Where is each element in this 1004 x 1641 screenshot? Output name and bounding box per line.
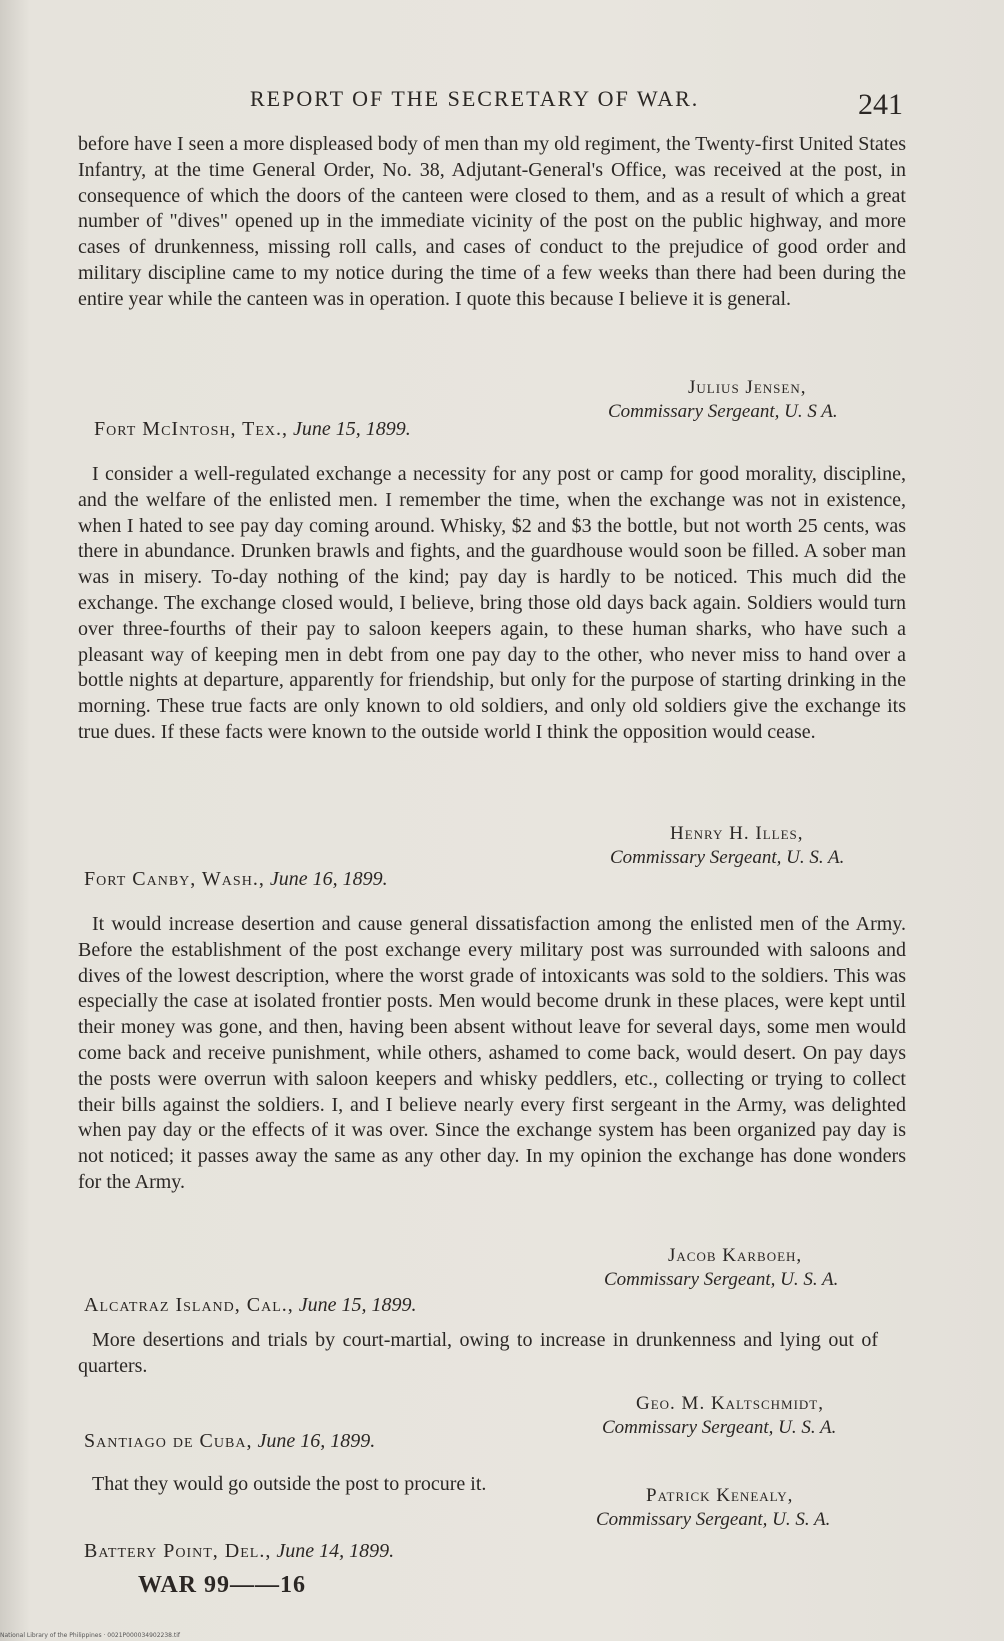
dateline-date: June 15, 1899. <box>298 1294 417 1316</box>
signer-name: Patrick Kenealy, <box>646 1485 794 1506</box>
dateline <box>84 1430 375 1453</box>
letter-body <box>78 132 906 313</box>
letter-paragraph: I consider a well-regulated exchange a necessity for any post or camp for good morality, discipline, and the welfare of the enlisted men. I remember the time, when the exchange was not in existence, when I hated to see pay day coming around. Whisky, $2 and $3 the bottle, but not worth 25 cents, was there in abundance. Drunken brawls and fights, and the guardhouse would soon be filled. A sober man was in misery. To-day nothing of the kind; pay day is hardly to be noticed. This much did the exchange. The exchange closed would, I believe, bring those old days back again. Soldiers would turn over three-fourths of their pay to saloon keepers again, to these human sharks, who have such a pleasant way of keeping men in debt from one pay day to the other, who never miss to hand over a bottle nights at departure, apparently for friendship, but only for the purpose of starting drinking in the morning. These true facts are only known to old soldiers, and only old soldiers give the exchange its true dues. If these facts were known to the outside world I think the opposition would cease. <box>78 463 906 743</box>
signer-name: Geo. M. Kaltschmidt, <box>636 1393 824 1414</box>
dateline-place: Battery Point, Del., <box>84 1540 272 1562</box>
signer-title: Commissary Sergeant, U. S. A. <box>610 847 845 868</box>
letter-body <box>78 912 906 1196</box>
letter-body <box>78 1328 878 1380</box>
dateline-place: Fort Canby, Wash., <box>84 868 265 890</box>
signature-block <box>596 1484 831 1532</box>
letter-paragraph: That they would go outside the post to procure it. <box>92 1473 487 1495</box>
printer-signature-mark: WAR 99——16 <box>138 1572 307 1598</box>
letter-paragraph: It would increase desertion and cause general dissatisfaction among the enlisted men of the Army. Before the establishment of the post exchange every military post was surrounded with saloons and dives of the lowest description, where the worst grade of intoxicants was sold to the soldiers. This was especially the case at isolated frontier posts. Men would become drunk in these places, were kept until their money was gone, and then, having been absent without leave for several days, some men would come back and receive punishment, while others, ashamed to come back, would desert. On pay days the posts were overrun with saloon keepers and whisky peddlers, etc., collecting or trying to collect their bills against the soldiers. I, and I believe nearly every first sergeant in the Army, was delighted when pay day or the effects of it was over. Since the exchange system has been organized pay day is not noticed; it passes away the same as any other day. In my opinion the exchange has done wonders for the Army. <box>78 913 906 1193</box>
signer-title: Commissary Sergeant, U. S. A. <box>604 1269 839 1290</box>
signature-block <box>610 822 845 870</box>
letter-paragraph: before have I seen a more displeased body of men than my old regiment, the Twenty-first United States Infantry, at the time General Order, No. 38, Adjutant-General's Office, was received at the post, in consequence of which the doors of the canteen were closed to them, and as a result of which a great number of "dives" opened up in the immediate vicinity of the post on the public highway, and more cases of drunkenness, missing roll calls, and cases of conduct to the prejudice of good order and military discipline came to my notice during the time of a few weeks than there had been during the entire year while the canteen was in operation. I quote this because I believe it is general. <box>78 133 906 310</box>
signature-block <box>602 1392 837 1440</box>
signer-name: Henry H. Illes, <box>670 823 804 844</box>
dateline-date: June 15, 1899. <box>293 418 411 440</box>
dateline-date: June 16, 1899. <box>269 868 388 890</box>
letter-body <box>78 462 906 746</box>
signature-block <box>604 1244 839 1292</box>
page-number: 241 <box>858 88 903 121</box>
dateline-place: Fort McIntosh, Tex., <box>94 418 288 440</box>
dateline <box>94 418 411 441</box>
dateline <box>84 1540 394 1563</box>
letter-body <box>78 1472 598 1498</box>
running-head: REPORT OF THE SECRETARY OF WAR. <box>250 86 700 111</box>
signer-title: Commissary Sergeant, U. S. A. <box>602 1417 837 1438</box>
dateline-place: Alcatraz Island, Cal., <box>84 1294 294 1316</box>
signer-title: Commissary Sergeant, U. S A. <box>608 401 838 422</box>
dateline-date: June 16, 1899. <box>257 1430 376 1452</box>
signer-name: Julius Jensen, <box>688 377 807 398</box>
dateline-place: Santiago de Cuba, <box>84 1430 253 1452</box>
letter-paragraph: More desertions and trials by court-martial, owing to increase in drunkenness and lying out of quarters. <box>78 1329 878 1377</box>
dateline <box>84 1294 417 1317</box>
dateline-date: June 14, 1899. <box>276 1540 395 1562</box>
scan-credit: National Library of the Philippines · 0021P000034902238.tif <box>0 1632 181 1639</box>
signature-block <box>608 376 838 424</box>
signer-title: Commissary Sergeant, U. S. A. <box>596 1509 831 1530</box>
signer-name: Jacob Karboeh, <box>668 1245 803 1266</box>
dateline <box>84 868 388 891</box>
